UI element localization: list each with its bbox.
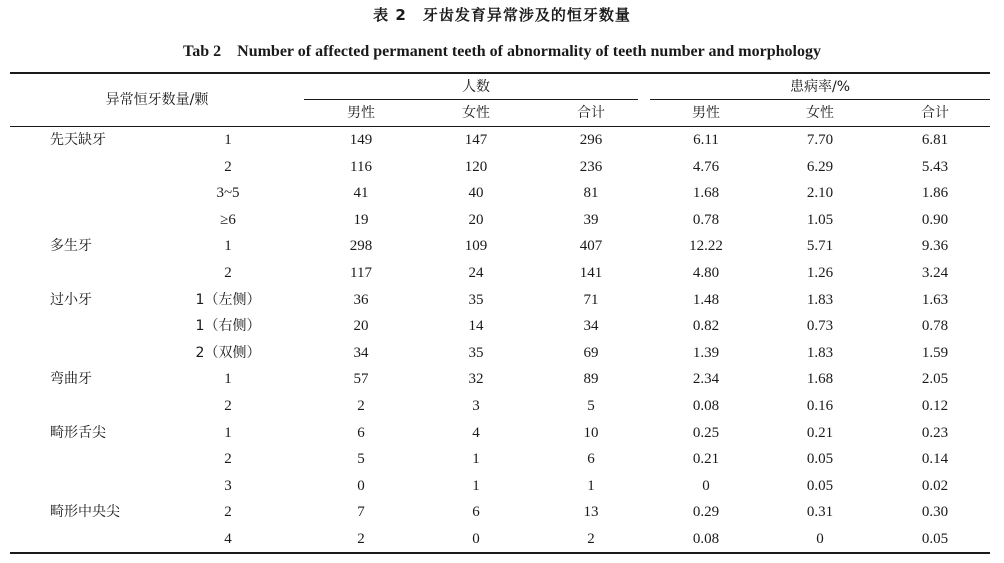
row-subcategory: 3	[224, 478, 232, 494]
table-cell: 14	[468, 318, 484, 334]
table-title-en: Tab 2 Number of affected permanent teeth of abnormality of teeth number and morphology	[183, 43, 821, 60]
table-cell: 141	[579, 265, 603, 281]
table-cell: 81	[583, 185, 599, 201]
row-subcategory: 1（右侧）	[195, 318, 261, 334]
table-cell: 1.68	[806, 371, 834, 387]
row-subcategory: 4	[224, 531, 232, 547]
table-cell: 5.43	[921, 159, 949, 175]
table-cell: 117	[350, 265, 372, 281]
table-cell: 0.82	[692, 318, 720, 334]
group2-rule	[650, 99, 990, 100]
table-cell: 35	[468, 292, 484, 308]
table-cell: 0.31	[806, 504, 834, 520]
table-cell: 1.39	[692, 345, 720, 361]
table-cell: 41	[353, 185, 369, 201]
table-cell: 6.11	[693, 132, 719, 148]
table-cell: 0.05	[806, 478, 834, 494]
table-cell: 149	[349, 132, 373, 148]
table-cell: 0.73	[806, 318, 834, 334]
table-cell: 0.12	[921, 398, 949, 414]
col-header-rate-total: 合计	[921, 105, 949, 121]
table-cell: 35	[468, 345, 484, 361]
table-cell: 7.70	[806, 132, 834, 148]
table-cell: 0	[816, 531, 824, 547]
table-cell: 39	[583, 212, 599, 228]
header-bottom-rule	[10, 126, 990, 127]
table-cell: 116	[350, 159, 372, 175]
row-subcategory: 1（左侧）	[195, 292, 261, 308]
table-cell: 0.25	[692, 425, 720, 441]
table-cell: 6.29	[806, 159, 834, 175]
table-cell: 34	[583, 318, 599, 334]
row-subcategory: 3~5	[216, 185, 240, 201]
table-cell: 0.78	[692, 212, 720, 228]
table-cell: 0	[472, 531, 480, 547]
table-cell: 120	[464, 159, 488, 175]
bottom-rule	[10, 552, 990, 554]
row-subcategory: 2	[224, 504, 232, 520]
table-cell: 9.36	[921, 238, 949, 254]
table-cell: 69	[583, 345, 599, 361]
row-subcategory: 2	[224, 265, 232, 281]
table-cell: 1.83	[806, 292, 834, 308]
table-cell: 32	[468, 371, 484, 387]
table-cell: 1.05	[806, 212, 834, 228]
col-header-rate-male: 男性	[692, 105, 720, 121]
table-cell: 1.26	[806, 265, 834, 281]
table-cell: 0.08	[692, 531, 720, 547]
table-cell: 10	[583, 425, 599, 441]
table-cell: 0.21	[692, 451, 720, 467]
table-cell: 13	[583, 504, 599, 520]
row-category: 过小牙	[50, 292, 92, 308]
table-cell: 147	[464, 132, 488, 148]
table-cell: 5	[357, 451, 365, 467]
group-header-rate: 患病率/%	[789, 79, 851, 95]
table-cell: 0.23	[921, 425, 949, 441]
row-label-header: 异常恒牙数量/颗	[105, 92, 209, 108]
group1-rule	[304, 99, 638, 100]
row-subcategory: 2	[224, 398, 232, 414]
row-subcategory: 1	[224, 425, 232, 441]
table-cell: 0	[702, 478, 710, 494]
table-cell: 3	[472, 398, 480, 414]
table-cell: 2	[357, 398, 365, 414]
table-cell: 0	[357, 478, 365, 494]
table-cell: 2.34	[692, 371, 720, 387]
group-header-count: 人数	[462, 79, 490, 95]
table-cell: 7	[357, 504, 365, 520]
table-cell: 1.59	[921, 345, 949, 361]
table-cell: 12.22	[689, 238, 723, 254]
col-header-count-male: 男性	[347, 105, 375, 121]
table-cell: 6	[587, 451, 595, 467]
table-cell: 0.05	[921, 531, 949, 547]
table-cell: 3.24	[921, 265, 949, 281]
table-cell: 1.86	[921, 185, 949, 201]
table-cell: 1.83	[806, 345, 834, 361]
table-cell: 0.30	[921, 504, 949, 520]
table-cell: 36	[353, 292, 369, 308]
table-cell: 89	[583, 371, 599, 387]
row-subcategory: 1	[224, 371, 232, 387]
table-cell: 0.16	[806, 398, 834, 414]
row-subcategory: ≥6	[220, 212, 236, 228]
top-rule	[10, 72, 990, 74]
row-subcategory: 2	[224, 159, 232, 175]
table-cell: 19	[353, 212, 369, 228]
table-cell: 109	[464, 238, 488, 254]
table-cell: 2	[357, 531, 365, 547]
table-cell: 296	[579, 132, 603, 148]
table-cell: 1.48	[692, 292, 720, 308]
table-cell: 57	[353, 371, 369, 387]
table-cell: 6.81	[921, 132, 949, 148]
table-cell: 4	[472, 425, 480, 441]
table-cell: 298	[349, 238, 373, 254]
table-cell: 2	[587, 531, 595, 547]
row-category: 畸形舌尖	[50, 425, 106, 441]
row-category: 弯曲牙	[50, 371, 92, 387]
table-cell: 2.10	[806, 185, 834, 201]
table-cell: 1	[472, 451, 480, 467]
table-cell: 24	[468, 265, 484, 281]
table-cell: 1.63	[921, 292, 949, 308]
row-category: 畸形中央尖	[50, 504, 120, 520]
table-cell: 5.71	[806, 238, 834, 254]
table-cell: 4.80	[692, 265, 720, 281]
table-cell: 0.05	[806, 451, 834, 467]
table-title-cn: 表 2 牙齿发育异常涉及的恒牙数量	[373, 6, 631, 24]
col-header-count-female: 女性	[462, 105, 490, 121]
table-cell: 407	[579, 238, 603, 254]
table-cell: 5	[587, 398, 595, 414]
table-cell: 0.90	[921, 212, 949, 228]
table-cell: 6	[472, 504, 480, 520]
table-cell: 6	[357, 425, 365, 441]
row-subcategory: 2（双侧）	[195, 345, 261, 361]
table-cell: 1	[587, 478, 595, 494]
table-cell: 20	[353, 318, 369, 334]
table-cell: 236	[579, 159, 603, 175]
table-cell: 0.78	[921, 318, 949, 334]
table-cell: 20	[468, 212, 484, 228]
table-cell: 0.14	[921, 451, 949, 467]
table-cell: 0.21	[806, 425, 834, 441]
row-subcategory: 1	[224, 238, 232, 254]
col-header-rate-female: 女性	[806, 105, 834, 121]
col-header-count-total: 合计	[577, 105, 605, 121]
row-subcategory: 2	[224, 451, 232, 467]
row-category: 先天缺牙	[50, 132, 106, 148]
table-cell: 1	[472, 478, 480, 494]
table-cell: 0.29	[692, 504, 720, 520]
table-cell: 1.68	[692, 185, 720, 201]
table-cell: 4.76	[692, 159, 720, 175]
table-cell: 40	[468, 185, 484, 201]
table-cell: 2.05	[921, 371, 949, 387]
row-category: 多生牙	[50, 238, 92, 254]
table-cell: 71	[583, 292, 599, 308]
row-subcategory: 1	[224, 132, 232, 148]
table-cell: 34	[353, 345, 369, 361]
table-cell: 0.08	[692, 398, 720, 414]
table-cell: 0.02	[921, 478, 949, 494]
